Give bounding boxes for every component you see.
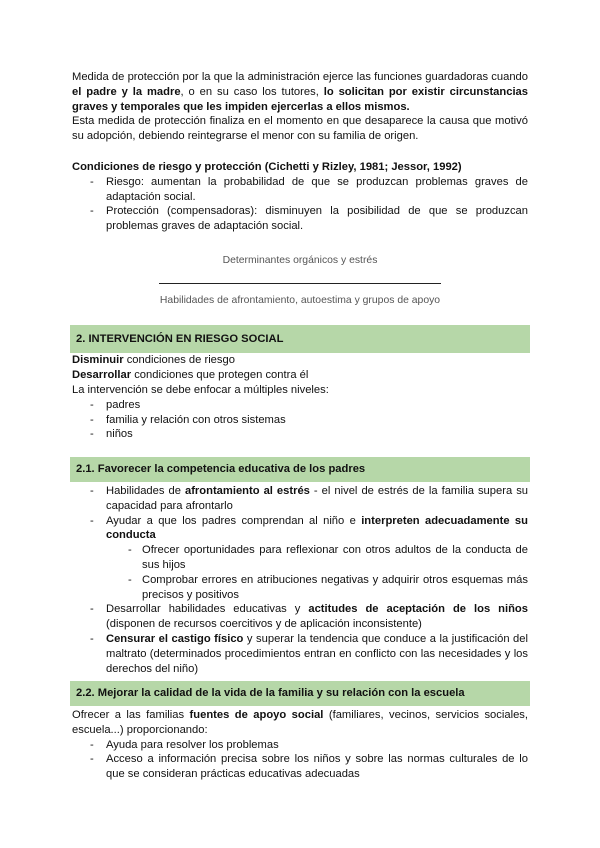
section-2-1-list-cont	[72, 602, 528, 676]
list-item: - Comprobar errores en atribuciones negativas y adquirir otros esquemas más precisos y positivos	[72, 573, 528, 603]
list-item: - Ofrecer oportunidades para reflexionar con otros adultos de la conducta de sus hijos	[72, 543, 528, 573]
diagram-bottom-label: Habilidades de afrontamiento, autoestima y grupos de apoyo	[159, 294, 441, 306]
list-item: - Ayuda para resolver los problemas	[72, 738, 528, 753]
section-2-line-2: Desarrollar condiciones que protegen contra él	[72, 369, 309, 382]
levels-list	[72, 398, 528, 442]
section-2-2-list	[72, 738, 528, 782]
list-item: - Protección (compensadoras): disminuyen la posibilidad de que se produzcan problemas graves de adaptación social.	[72, 204, 528, 234]
intro-text-2: , o en su caso los tutores,	[180, 85, 324, 98]
section-2-2-header: 2.2. Mejorar la calidad de la vida de la familia y su relación con la escuela	[70, 681, 530, 706]
intro-paragraph	[72, 70, 528, 114]
document-page	[72, 70, 528, 782]
intro-bold-circumstances: lo solicitan por existir circunstancias graves y temporales que les impiden ejercerlas a ellos mismos.	[72, 85, 528, 113]
list-item: - padres	[72, 398, 528, 413]
section-2-1-header: 2.1. Favorecer la competencia educativa de los padres	[70, 457, 530, 482]
list-item: - niños	[72, 427, 528, 442]
conditions-heading: Condiciones de riesgo y protección (Cichetti y Rizley, 1981; Jessor, 1992)	[72, 160, 462, 173]
intro-bold-parents: el padre y la madre	[72, 85, 181, 98]
conditions-list	[72, 175, 528, 234]
list-item: - Ayudar a que los padres comprendan al niño e interpreten adecuadamente su conducta	[72, 514, 528, 544]
risk-diagram	[72, 254, 528, 309]
section-2-1-list	[72, 484, 528, 543]
diagram-top-label: Determinantes orgánicos y estrés	[222, 254, 378, 266]
intro-paragraph-2: Esta medida de protección finaliza en el momento en que desaparece la causa que motivó su adopción, debiendo reintegrarse el menor con su familia de origen.	[72, 115, 528, 143]
list-item: - Desarrollar habilidades educativas y actitudes de aceptación de los niños (disponen de recursos coercitivos y de aplicación inconsistente)	[72, 602, 528, 632]
section-2-line-3: La intervención se debe enfocar a múltiples niveles:	[72, 383, 329, 396]
intro-text: Medida de protección por la que la administración ejerce las funciones guardadoras cuando	[72, 71, 528, 83]
list-item: - familia y relación con otros sistemas	[72, 413, 528, 428]
diagram-balance-line	[159, 283, 441, 284]
list-item: - Acceso a información precisa sobre los niños y sobre las normas culturales de lo que se consideran prácticas educativas adecuadas	[72, 752, 528, 782]
section-2-header: 2. INTERVENCIÓN EN RIESGO SOCIAL	[70, 325, 530, 354]
list-item: - Censurar el castigo físico y superar la tendencia que conduce a la justificación del maltrato (determinados procedimientos entran en conflicto con las necesidades y los derechos del niño)	[72, 632, 528, 676]
section-2-2-paragraph: Ofrecer a las familias fuentes de apoyo social (familiares, vecinos, servicios sociales, escuela...) proporcionando:	[72, 709, 528, 736]
list-item: - Riesgo: aumentan la probabilidad de que se produzcan problemas graves de adaptación social.	[72, 175, 528, 205]
section-2-line-1: Disminuir condiciones de riesgo	[72, 354, 235, 367]
section-2-1-sublist	[72, 543, 528, 602]
list-item: - Habilidades de afrontamiento al estrés - el nivel de estrés de la familia supera su capacidad para afrontarlo	[72, 484, 528, 514]
